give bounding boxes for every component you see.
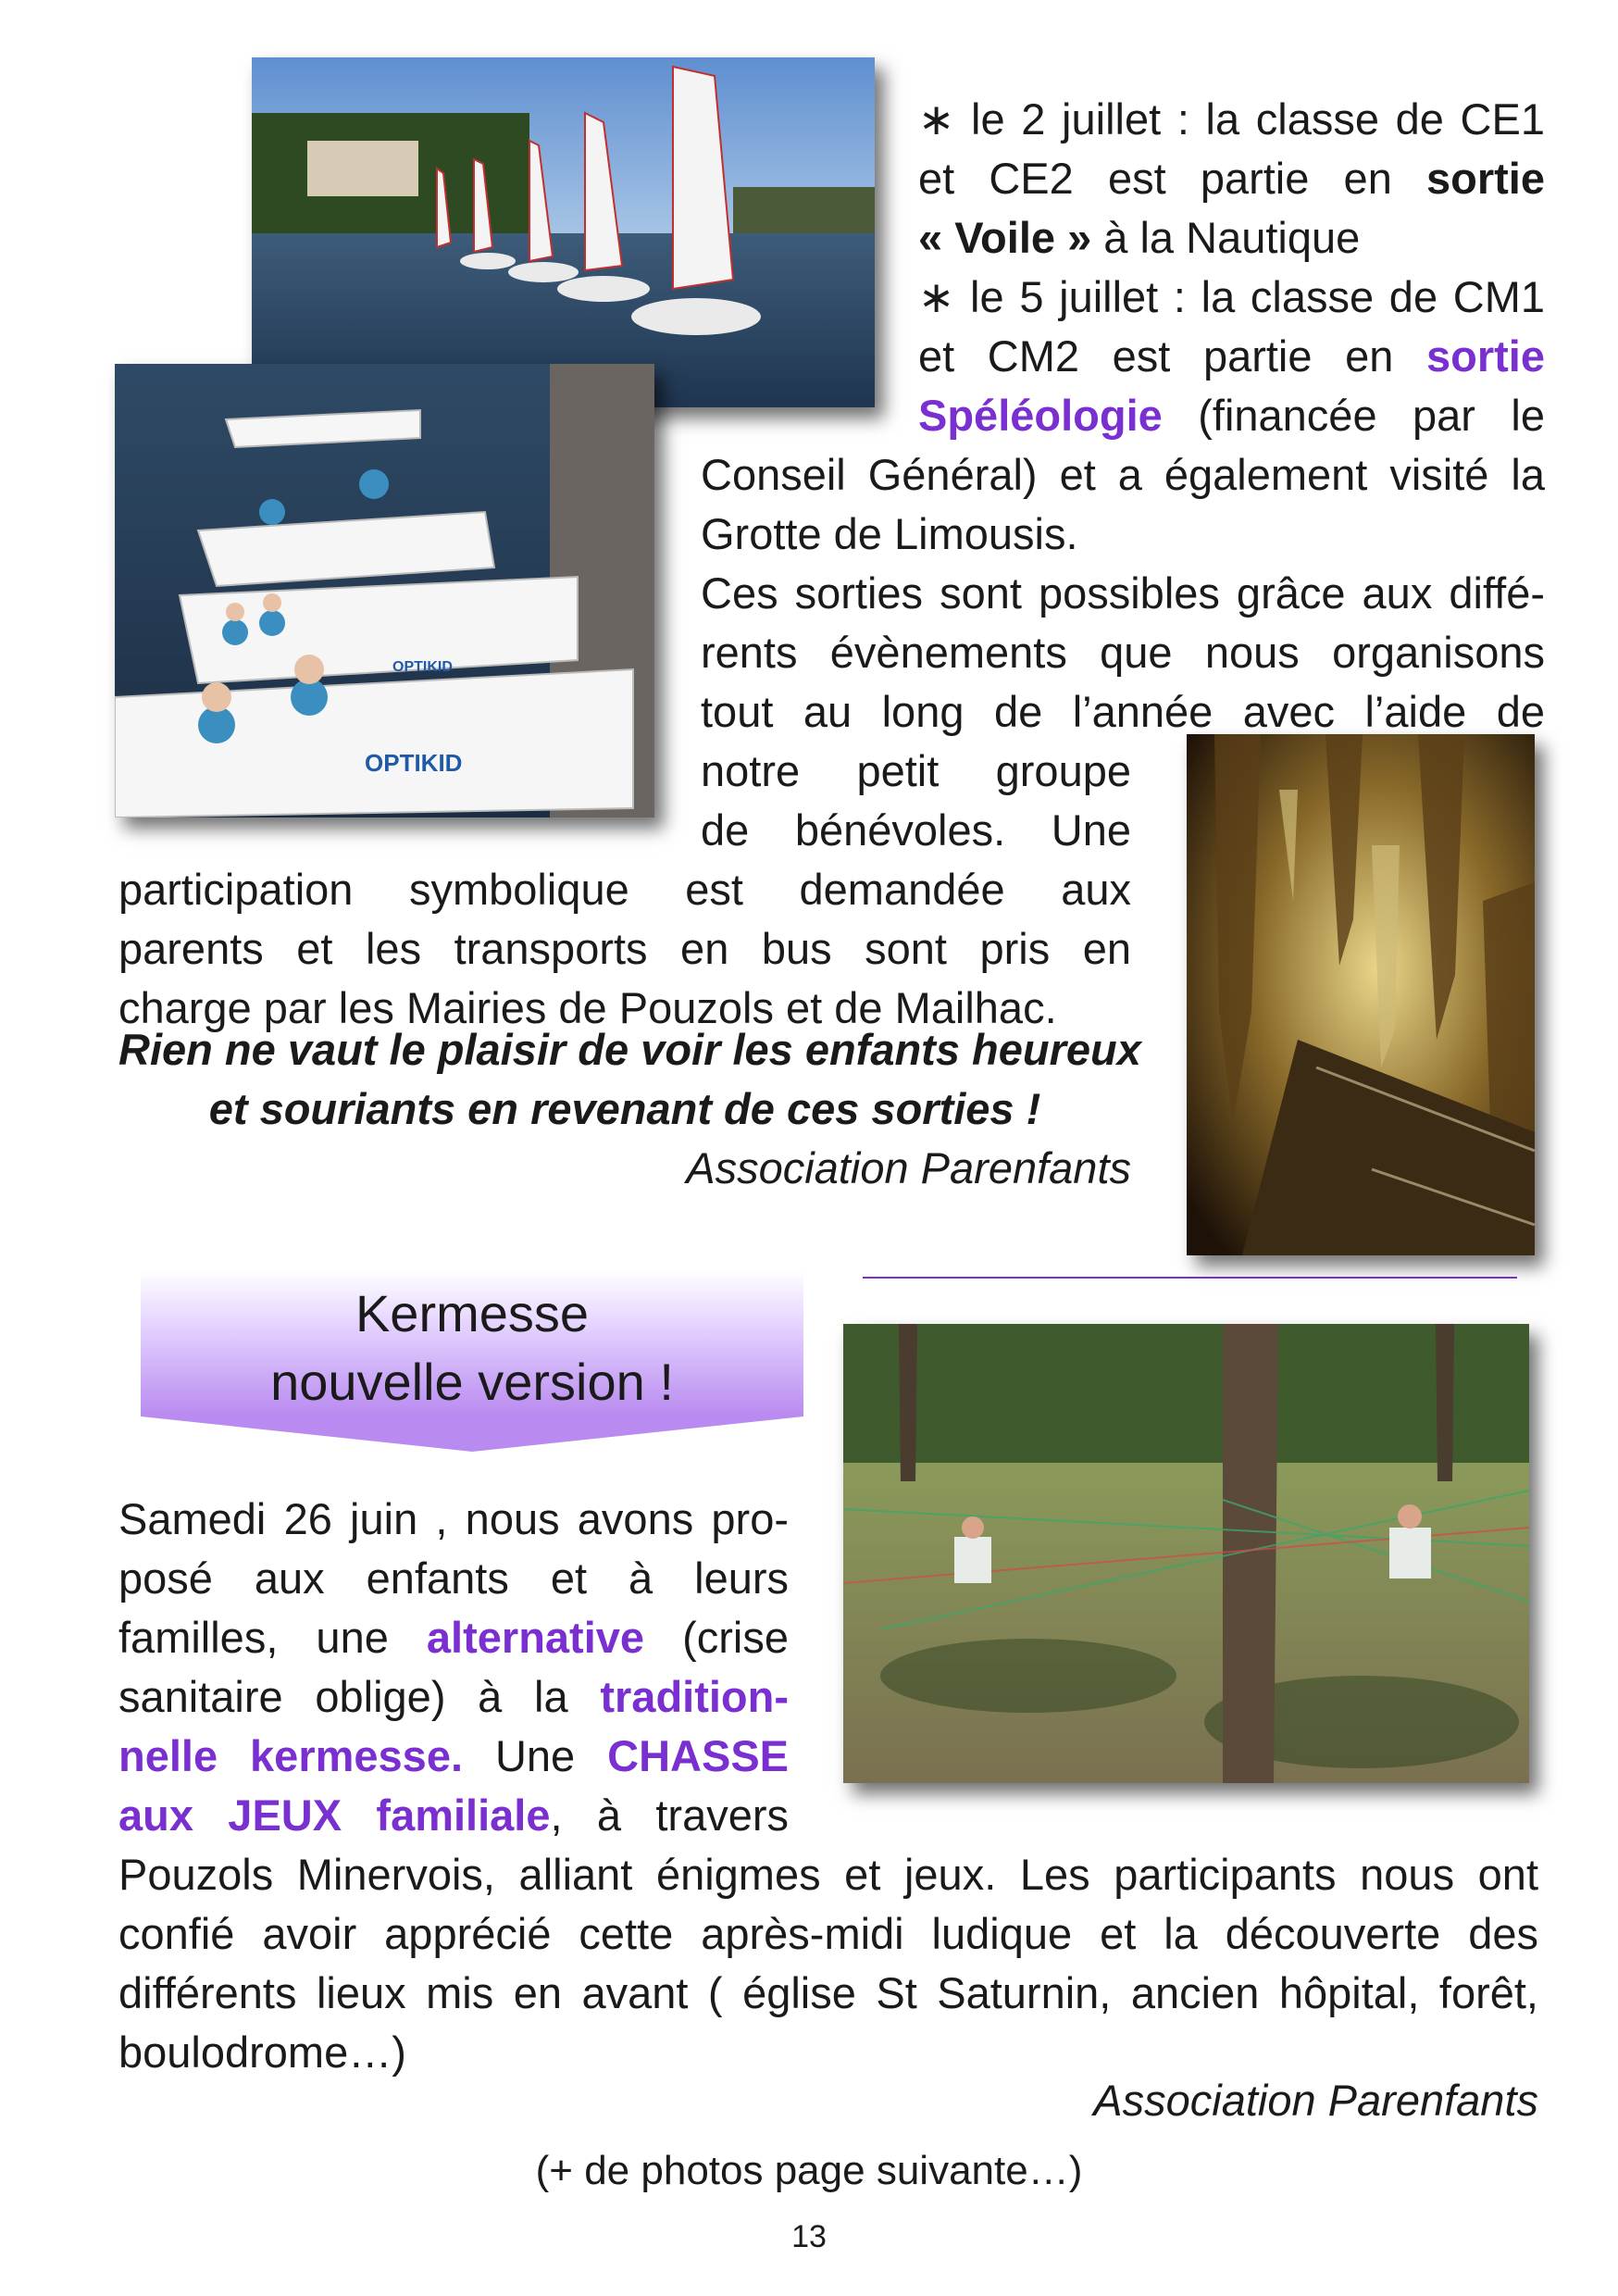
kermesse-title-line-1: Kermesse	[355, 1284, 590, 1342]
article-sorties-text-segment: Spéléologie	[918, 391, 1163, 440]
kermesse-line	[118, 1904, 1538, 1964]
kermesse-text-segment: familles, une	[118, 1613, 427, 1662]
kermesse-text-segment: alternative	[426, 1613, 645, 1662]
kermesse-line	[118, 1786, 789, 1845]
article-sorties-text-segment: sortie	[1426, 331, 1545, 381]
article-sorties-text-segment: de bénévoles. Une	[701, 805, 1131, 855]
section-divider	[863, 1277, 1517, 1279]
article-sorties-line	[918, 268, 1545, 327]
kids-in-optikid-boats-photo	[115, 364, 654, 817]
kermesse-line	[118, 1608, 789, 1667]
article-sorties-text-segment: Conseil Général) et a également visité la	[701, 450, 1545, 499]
article-sorties-text-segment: ∗ le 5 juillet : la classe de CM1	[918, 272, 1545, 321]
kermesse-text-segment: sanitaire oblige) à la	[118, 1672, 601, 1721]
page-number: 13	[791, 2219, 827, 2254]
boat-label-text: OPTIKID	[365, 749, 463, 777]
article-sorties-text-segment: et CM2 est partie en	[918, 331, 1426, 381]
article-sorties-line	[118, 919, 1131, 979]
kermesse-text-segment: tradition-	[600, 1672, 789, 1721]
kermesse-line	[118, 1667, 789, 1727]
kermesse-text-segment: différents lieux mis en avant ( église St Saturnin, ancien hôpital, forêt,	[118, 1968, 1538, 2017]
article-sorties-line	[701, 742, 1131, 801]
signature-1: Association Parenfants	[686, 1143, 1131, 1192]
limousis-cave-photo	[1187, 734, 1535, 1255]
article-sorties-line	[701, 564, 1545, 623]
article-sorties-line	[918, 90, 1545, 149]
kermesse-text-segment: confié avoir apprécié cette après-midi ludique et la découverte des	[118, 1909, 1538, 1958]
article-sorties-text-segment: tout au long de l’année avec l’aide de	[701, 687, 1545, 736]
article-sorties-line	[701, 623, 1545, 682]
kermesse-text-segment: CHASSE	[607, 1731, 790, 1780]
article-sorties-text-segment: Ces sorties sont possibles grâce aux diffé-	[701, 568, 1545, 618]
kermesse-text-segment: boulodrome…)	[118, 2028, 406, 2077]
article-sorties-text-segment: à la Nautique	[1091, 213, 1361, 262]
article-sorties-text-segment: charge par les Mairies de Pouzols et de Mailhac.	[118, 983, 1057, 1032]
article-sorties-text-segment: sortie	[1426, 154, 1545, 203]
article-sorties-line	[701, 505, 1545, 564]
kermesse-banner-arrow	[141, 1416, 803, 1452]
kermesse-text-segment: aux JEUX familiale	[118, 1791, 551, 1840]
article-sorties-text-segment: rents évènements que nous organisons	[701, 628, 1545, 677]
article-sorties-line	[918, 386, 1545, 445]
kermesse-line	[118, 1549, 789, 1608]
kermesse-text-segment: nelle kermesse.	[118, 1731, 464, 1780]
article-sorties-text-segment: notre petit groupe	[701, 746, 1131, 795]
kermesse-text-segment: Samedi 26 juin , nous avons pro-	[118, 1494, 789, 1543]
signature-2: Association Parenfants	[1093, 2076, 1538, 2125]
article-sorties-text-segment: parents et les transports en bus sont pris en	[118, 924, 1131, 973]
article-sorties-text-segment: (financée par le	[1162, 391, 1545, 440]
closing-line-1: Rien ne vaut le plaisir de voir les enfants heureux	[118, 1025, 1141, 1074]
article-sorties-line	[701, 445, 1545, 505]
article-sorties-line	[701, 801, 1131, 860]
article-sorties-text-segment: participation symbolique est demandée aux	[118, 865, 1131, 914]
kermesse-text-segment: Pouzols Minervois, alliant énigmes et jeux. Les participants nous ont	[118, 1850, 1538, 1899]
kermesse-text-segment: (crise	[644, 1613, 789, 1662]
article-sorties-line	[918, 208, 1545, 268]
article-sorties-text-segment: Grotte de Limousis.	[701, 509, 1078, 558]
article-sorties-text-segment: « Voile »	[918, 213, 1092, 262]
article-sorties-line	[701, 682, 1545, 742]
article-sorties-line	[918, 327, 1545, 386]
boat-label-text-2: OPTIKID	[392, 659, 453, 675]
article-sorties-line	[118, 860, 1131, 919]
kermesse-text-segment: , à travers	[550, 1791, 789, 1840]
kermesse-line	[118, 1964, 1538, 2023]
kermesse-text-segment: posé aux enfants et à leurs	[118, 1554, 789, 1603]
kermesse-line	[118, 1845, 1538, 1904]
kermesse-line	[118, 1727, 789, 1786]
article-sorties-text-segment: et CE2 est partie en	[918, 154, 1426, 203]
more-photos-note: (+ de photos page suivante…)	[535, 2148, 1083, 2193]
article-sorties-text-segment: ∗ le 2 juillet : la classe de CE1	[918, 94, 1545, 144]
kermesse-line	[118, 1490, 789, 1549]
children-playing-outdoors-photo	[843, 1324, 1529, 1783]
kermesse-text-segment: Une	[463, 1731, 608, 1780]
sailing-boats-photo	[252, 57, 875, 407]
kermesse-title-line-2: nouvelle version !	[270, 1353, 674, 1411]
closing-line-2: et souriants en revenant de ces sorties !	[208, 1084, 1041, 1133]
article-sorties-line	[918, 149, 1545, 208]
